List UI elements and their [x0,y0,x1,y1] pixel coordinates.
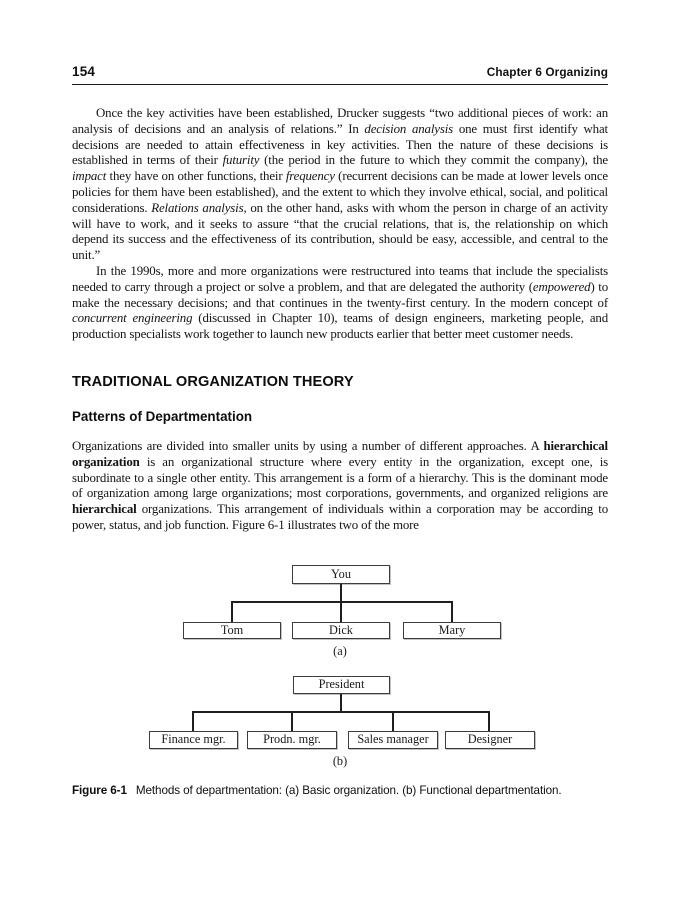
page-number: 154 [72,64,96,79]
connector-line [451,601,453,622]
figure-6-1 [72,558,608,779]
org-node-dick: Dick [292,622,390,639]
text-run: (recurrent decisions can be made at lower levels once policies for them have been established), and the extent to which they involve ethical, social, and political considerations. [72,169,608,215]
figure-caption [72,784,608,797]
text-run: (the period in the future to which they commit the company), the [259,153,608,168]
text-run-italic: concurrent engineering [72,311,193,326]
org-node-you: You [292,565,390,584]
connector-line [192,711,194,731]
connector-line [392,711,394,731]
org-node-mary: Mary [403,622,501,639]
text-run: Once the key activities have been established, Drucker suggests “two additional pieces of work: an analysis of decisions and an analysis of relations.” In [72,106,608,136]
text-run-bold: hierarchical [72,502,137,517]
chapter-header: Chapter 6 Organizing [486,65,608,79]
connector-line [192,711,490,713]
org-node-prodn-mgr: Prodn. mgr. [247,731,337,749]
org-node-president: President [293,676,390,694]
text-run-bold: hierarchical organization [72,438,608,469]
connector-line [340,694,342,711]
text-run: organizations. This arrangement of individuals within a corporation may be according to power, status, and job function. Figure 6-1 illustrates two of the more [72,502,608,532]
figure-caption-text: Methods of departmentation: (a) Basic organization. (b) Functional departmentation. [135,783,562,797]
text-run: Organizations are divided into smaller units by using a number of different approaches. A [72,438,544,453]
chart-b-label: (b) [332,753,348,768]
subsection-heading: Patterns of Departmentation [72,408,253,424]
text-run: is an organizational structure where every entity in the organization, except one, is subordinate to a single other entity. This arrangement is a form of a hierarchy. This is the dominant mode of organization among large organizations; most corporations, governments, and organized religions are [72,454,608,501]
paragraph-decision-analysis [72,106,608,264]
text-run-italic: empowered [532,279,591,294]
text-run: (discussed in Chapter 10), teams of design engineers, marketing people, and production specialists work together to launch new products earlier that better meet customer needs. [72,311,608,342]
text-run: one must first identify what decisions are needed to attain effectiveness in key activities. Then the nature of these decisions is established in terms of their [72,121,608,168]
text-run: they have on other functions, their [106,169,286,184]
text-run: In the 1990s, more and more organizations were restructured into teams that include the specialists needed to carry through a project or solve a problem, and that are delegated the authority ( [72,263,608,294]
text-run-italic: impact [72,169,107,184]
connector-line [231,601,233,622]
text-run: ) to make the necessary decisions; and that continues in the twenty-first century. In the modern concept of [72,279,608,310]
text-run-italic: Relations analysis [151,200,244,215]
org-node-sales-manager: Sales manager [348,731,438,749]
paragraph-hierarchical [72,439,608,534]
connector-line [488,711,490,731]
connector-line [291,711,293,731]
text-run-italic: futurity [222,153,260,168]
text-run: , on the other hand, asks with whom the person in charge of an activity will have to work, and it seeks to assure “that the crucial relations, that is, the relationship on which depend its success and the effectiveness of its contribution, should be easy, accessible, and central to the unit.” [72,200,608,263]
org-node-finance-mgr: Finance mgr. [149,731,238,749]
org-node-tom: Tom [183,622,281,639]
text-run-italic: frequency [285,169,335,184]
connector-line [340,584,342,601]
chart-a-label: (a) [333,643,347,658]
figure-caption-label: Figure 6-1 [72,783,127,797]
connector-line [231,601,453,603]
text-run-italic: decision analysis [364,121,454,136]
connector-line [340,601,342,622]
section-heading: TRADITIONAL ORGANIZATION THEORY [72,373,354,390]
org-node-designer: Designer [445,731,535,749]
page-header [72,64,608,85]
paragraph-teams [72,264,608,343]
